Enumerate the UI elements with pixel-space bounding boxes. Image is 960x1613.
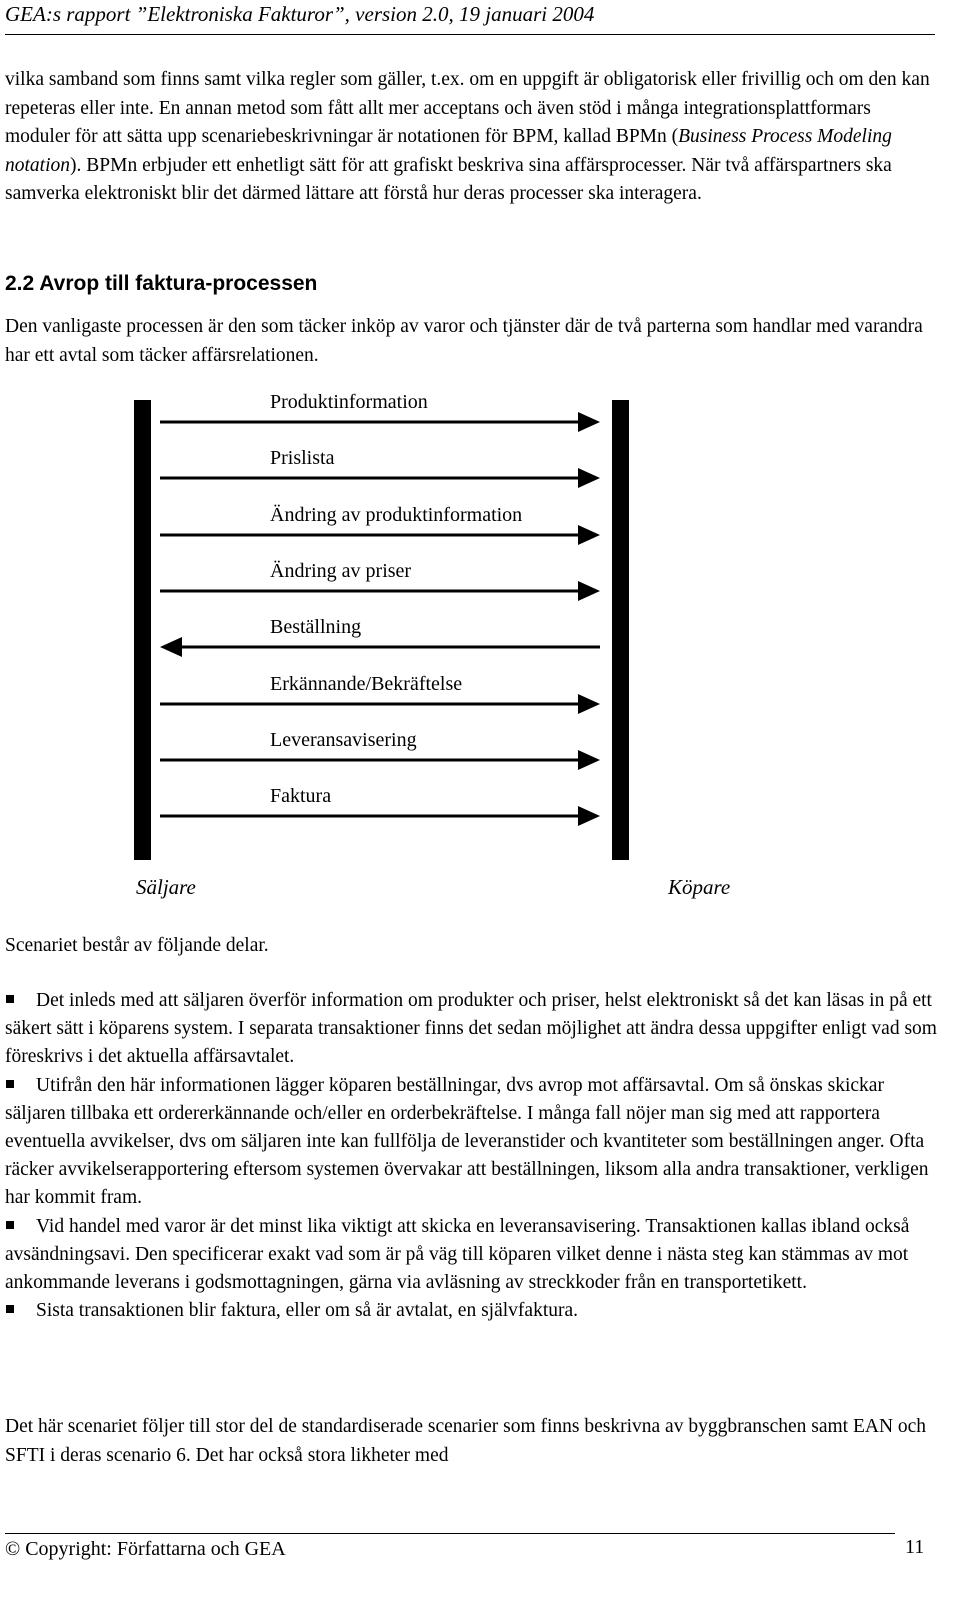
arrowhead-icon	[578, 694, 600, 714]
message-arrow	[160, 750, 600, 770]
seller-label: Säljare	[136, 875, 196, 899]
message-label: Leveransavisering	[270, 729, 417, 751]
bullet-rest: I separata transaktioner finns det sedan möjlighet att ändra dessa uppgifter enligt vad som föreskrivs i det aktuella affärsavtalet.	[5, 1018, 937, 1068]
running-header: GEA:s rapport ”Elektroniska Fakturor”, version 2.0, 19 januari 2004	[5, 2, 595, 26]
diagram-svg	[0, 395, 960, 930]
list-item	[5, 987, 940, 1072]
list-item	[5, 1072, 940, 1213]
list-item	[5, 1297, 940, 1325]
intro-text-after: ). BPMn erbjuder ett enhetligt sätt för att grafiskt beskriva sina affärsprocesser. När två affärspartners ska samverka elektroniskt blir det därmed lättare att förstå hur deras processer ska interagera.	[5, 154, 892, 205]
bullet-rest: Om så önskas skickar säljaren tillbaka ett ordererkännande och/eller en orderbekräftelse. I många fall nöjer man sig med att rapportera eventuella avvikelser, dvs om säljaren inte kan fullfölja de leveranstider och kvantiteter som beställningen anger. Ofta räcker avvikelserapportering eftersom systemen övervakar att beställningen, liksom alla andra transaktioner, verkligen har kommit fram.	[5, 1074, 929, 1209]
message-label: Produktinformation	[270, 391, 428, 413]
arrowhead-icon	[578, 581, 600, 601]
page-number: 11	[905, 1536, 925, 1558]
arrowhead-icon	[578, 468, 600, 488]
message-arrow	[160, 412, 600, 432]
message-arrow	[160, 468, 600, 488]
arrowhead-icon	[578, 412, 600, 432]
scenario-intro: Scenariet består av följande delar.	[5, 935, 269, 956]
message-label: Erkännande/Bekräftelse	[270, 673, 463, 695]
arrowhead-icon	[160, 637, 182, 657]
section-paragraph: Den vanligaste processen är den som täcker inköp av varor och tjänster där de två parterna som handlar med varandra har ett avtal som täcker affärsrelationen.	[5, 316, 923, 366]
header-rule	[5, 34, 935, 35]
message-label: Faktura	[270, 785, 332, 807]
arrowhead-icon	[578, 806, 600, 826]
intro-em-text: Business Process Modeling notation	[5, 126, 892, 176]
message-arrows	[160, 412, 600, 826]
message-label: Beställning	[270, 616, 362, 638]
intro-text-before: vilka samband som finns samt vilka regler som gäller, t.ex. om en uppgift är obligatorisk eller frivillig och om den kan repeteras eller inte. En annan metod som fått allt mer acceptans och även stöd i många integrationsplattformars moduler för att sätta upp scenariebeskrivningar är notationen för BPM, kallad BPMn (	[5, 69, 930, 148]
bullet-list	[5, 987, 940, 1325]
message-label: Prislista	[270, 447, 335, 469]
bullet-square-icon	[6, 995, 14, 1003]
bullet-rest: Transaktionen kallas ibland också avsändningsavi. Den specificerar exakt vad som är på väg till köparen vilket denne i nästa steg kan stämmas av mot ankommande leverans i godsmottagningen, gärna via avläsning av streckkoder från en transportetikett.	[5, 1215, 910, 1294]
arrowhead-icon	[578, 525, 600, 545]
list-item	[5, 1213, 940, 1298]
bullet-lead: Det inleds med att säljaren överför information om produkter och priser, helst elektroniskt så det kan läsas in på ett säkert sätt i köparens system.	[5, 990, 932, 1040]
section-heading: 2.2 Avrop till faktura-processen	[5, 272, 318, 295]
footer-rule	[5, 1533, 895, 1534]
buyer-lifeline	[612, 400, 629, 860]
arrowhead-icon	[578, 750, 600, 770]
bullet-square-icon	[6, 1305, 14, 1313]
sequence-diagram	[0, 391, 960, 930]
message-arrow	[160, 525, 600, 545]
closing-paragraph: Det här scenariet följer till stor del de standardiserade scenarier som finns beskrivna av byggbranschen samt EAN och SFTI i deras scenario 6. Det har också stora likheter med	[5, 1416, 927, 1466]
bullet-lead: Vid handel med varor är det minst lika viktigt att skicka en leveransavisering.	[36, 1215, 641, 1237]
message-arrow	[160, 581, 600, 601]
bullet-square-icon	[6, 1221, 14, 1229]
bullet-lead: Sista transaktionen blir faktura, eller om så är avtalat, en självfaktura.	[36, 1300, 579, 1322]
message-arrow	[160, 806, 600, 826]
footer-copyright: © Copyright: Författarna och GEA	[5, 1538, 286, 1560]
buyer-label: Köpare	[668, 875, 731, 899]
seller-lifeline	[134, 400, 151, 860]
bullet-square-icon	[6, 1080, 14, 1088]
message-label: Ändring av priser	[270, 560, 412, 582]
message-arrow	[160, 637, 600, 657]
message-arrow	[160, 694, 600, 714]
bullet-lead: Utifrån den här informationen lägger köparen beställningar, dvs avrop mot affärsavtal.	[36, 1074, 710, 1096]
intro-paragraph	[5, 66, 940, 209]
message-label: Ändring av produktinformation	[270, 504, 523, 526]
